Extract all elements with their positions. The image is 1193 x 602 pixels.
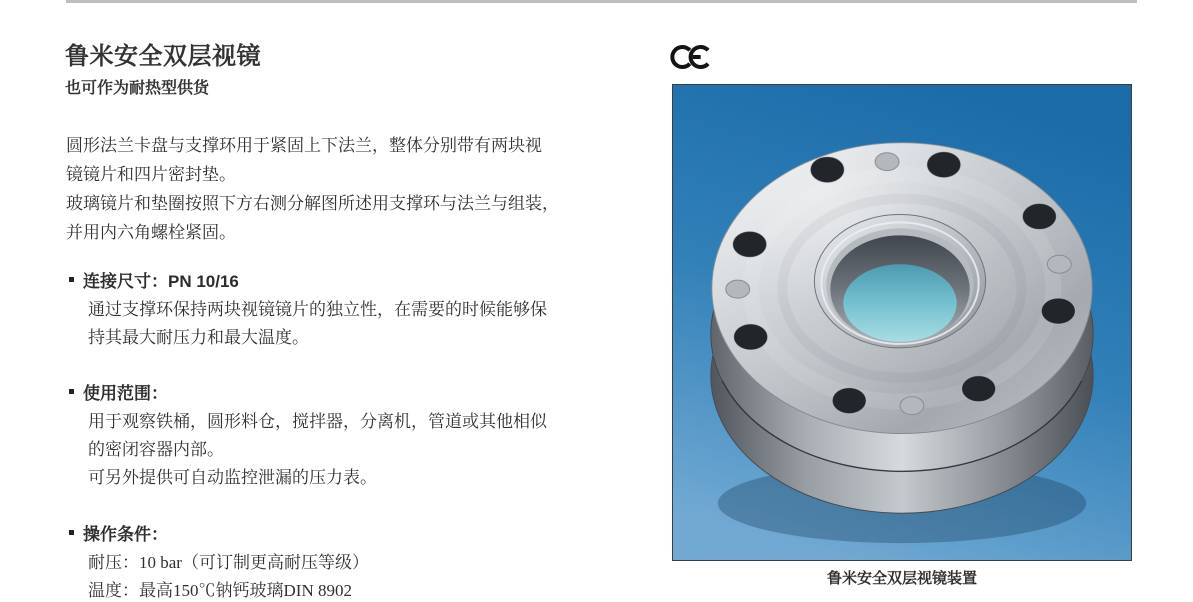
section-line: 通过支撑环保持两块视镜镜片的独立性，在需要的时候能够保 <box>88 300 547 319</box>
section-line: 温度：最高150℃钠钙玻璃DIN 8902 <box>88 581 352 600</box>
product-photo <box>672 84 1132 561</box>
top-divider <box>66 0 1137 3</box>
ce-mark-icon <box>670 43 712 71</box>
section-heading: 连接尺寸：PN 10/16 <box>83 272 239 291</box>
section-heading: 使用范围： <box>83 384 168 403</box>
figure-caption: 鲁米安全双层视镜装置 <box>826 570 977 587</box>
section-heading: 操作条件： <box>83 525 168 544</box>
bullet-icon <box>69 530 74 535</box>
intro-line: 玻璃镜片和垫圈按照下方右测分解图所述用支撑环与法兰与组装， <box>66 194 559 213</box>
section-operating-conditions <box>69 521 369 602</box>
section-application-range <box>69 380 547 492</box>
section-line: 持其最大耐压力和最大温度。 <box>88 328 309 347</box>
page-title: 鲁米安全双层视镜 <box>65 43 261 70</box>
intro-line: 镜镜片和四片密封垫。 <box>66 165 236 184</box>
bullet-icon <box>69 277 74 282</box>
section-line: 可另外提供可自动监控泄漏的压力表。 <box>88 468 377 487</box>
section-line: 的密闭容器内部。 <box>88 440 224 459</box>
intro-line: 圆形法兰卡盘与支撑环用于紧固上下法兰，整体分别带有两块视 <box>66 136 542 155</box>
intro-line: 并用内六角螺栓紧固。 <box>66 223 236 242</box>
section-line: 耐压：10 bar（可订制更高耐压等级） <box>88 553 369 572</box>
section-connection-size <box>69 268 547 352</box>
bullet-icon <box>69 389 74 394</box>
intro-paragraph <box>66 131 559 247</box>
section-line: 用于观察铁桶，圆形料仓，搅拌器，分离机，管道或其他相似 <box>88 412 547 431</box>
sight-glass-flange-illustration <box>673 85 1131 560</box>
page-subtitle: 也可作为耐热型供货 <box>65 80 210 97</box>
